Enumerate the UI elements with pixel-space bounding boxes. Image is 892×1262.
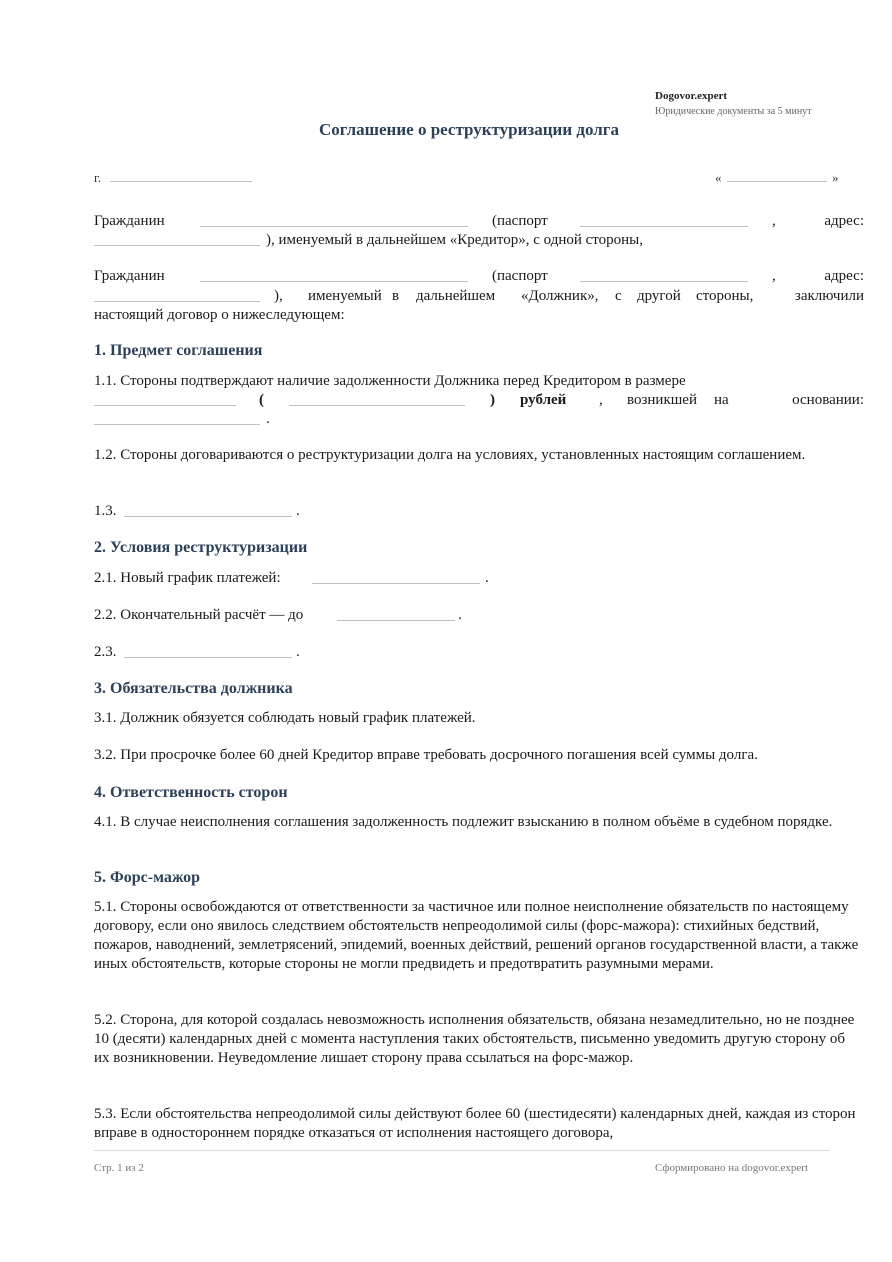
clause-1-3-field[interactable] (124, 502, 292, 517)
party2-address-field[interactable] (94, 287, 260, 302)
city-field[interactable] (110, 167, 252, 182)
party2-word: дальнейшем (416, 288, 496, 304)
date-close-quote: » (832, 170, 839, 185)
brand-block (655, 89, 812, 119)
clause-2-3-field[interactable] (124, 643, 292, 658)
party1-passport-field[interactable] (580, 212, 748, 227)
clause-4-1: 4.1. В случае неисполнения соглашения задолженность подлежит взысканию в полном объёме в судебном порядке. (94, 814, 833, 830)
clause-1-2: 1.2. Стороны договариваются о реструктуризации долга на условиях, установленных настоящим соглашением. (94, 447, 806, 463)
clause-1-1-line1 (94, 372, 864, 391)
generated-note: Сформировано на dogovor.expert (655, 1162, 809, 1174)
section2-heading: 2. Условия реструктуризации (94, 539, 308, 556)
clause-1-3-label: 1.3. (94, 503, 117, 519)
party2-line3-text: настоящий договор о нижеследующем: (94, 307, 345, 323)
party2-line3 (94, 306, 864, 325)
party2-passport-label: (паспорт (492, 268, 548, 284)
rubles-label: рублей (520, 392, 567, 408)
debt-basis-field[interactable] (94, 410, 260, 425)
party2-passport-field[interactable] (580, 267, 748, 282)
clause-2-3-dot: . (296, 644, 300, 660)
page-number: Стр. 1 из 2 (94, 1162, 144, 1174)
party1-line2 (94, 231, 864, 250)
payment-schedule-field[interactable] (312, 569, 480, 584)
city-line (94, 167, 252, 186)
paren-close: ) (490, 392, 495, 408)
clause-5-2: 5.2. Сторона, для которой создалась невозможность исполнения обязательств, обязана незамедлительно, но не позднее 10 (десяти) календарных дней с момента наступления таких обстоятельств, письменно уведомить другую сторону об их возникновении. Неуведомление лишает сторону права ссылаться на форс-мажор. (94, 1012, 855, 1066)
party2-name-field[interactable] (200, 267, 468, 282)
clause-2-1 (94, 569, 864, 588)
clause-2-2-label: 2.2. Окончательный расчёт — до (94, 607, 304, 623)
party2-word: ), (274, 288, 283, 304)
party2-word: другой (637, 288, 681, 304)
party2-citizen: Гражданин (94, 268, 165, 284)
clause-1-1-line3 (94, 410, 864, 429)
party2-word: «Должник», (521, 288, 599, 304)
party2-line1 (94, 267, 864, 286)
clause-1-3-dot: . (296, 503, 300, 519)
clause-1-1-word: возникшей (627, 392, 697, 408)
brand-tagline: Юридические документы за 5 минут (655, 106, 812, 117)
clause-1-3 (94, 502, 864, 521)
final-settlement-date-field[interactable] (337, 606, 455, 621)
party1-tail: ), именуемый в дальнейшем «Кредитор», с одной стороны, (266, 232, 644, 248)
footer-divider (94, 1150, 830, 1151)
clause-2-1-label: 2.1. Новый график платежей: (94, 570, 281, 586)
clause-2-3-label: 2.3. (94, 644, 117, 660)
clause-2-3 (94, 643, 864, 662)
party1-address-label: адрес: (824, 213, 864, 229)
clause-1-1-word: основании: (792, 392, 864, 408)
clause-5-3: 5.3. Если обстоятельства непреодолимой силы действуют более 60 (шестидесяти) календарных дней, каждая из сторон вправе в одностороннем порядке отказаться от исполнения настоящего договора, (94, 1106, 856, 1141)
party2-word: стороны, (696, 288, 754, 304)
party2-line2 (94, 287, 864, 306)
brand-name: Dogovor.expert (655, 90, 727, 102)
party2-word: именуемый (308, 288, 382, 304)
date-line (715, 167, 839, 186)
clause-1-1-text: 1.1. Стороны подтверждают наличие задолженности Должника перед Кредитором в размере (94, 373, 686, 389)
party1-name-field[interactable] (200, 212, 468, 227)
party2-word: заключили (794, 288, 864, 304)
clause-1-1-line2 (94, 391, 864, 410)
clause-5-1: 5.1. Стороны освобождаются от ответственности за частичное или полное неисполнение обязательств по настоящему договору, если оно явилось следствием обстоятельств непреодолимой силы (форс-мажора): стихийных бедствий, пожаров, наводнений, землетрясений, эпидемий, военных действий, решений органов государственной власти, а также иных обстоятельств, которые стороны не могли предвидеть и предотвратить разумными мерами. (94, 899, 859, 972)
party1-line1 (94, 212, 864, 231)
section5-heading: 5. Форс-мажор (94, 869, 200, 886)
clause-3-1: 3.1. Должник обязуется соблюдать новый график платежей. (94, 710, 476, 726)
party1-comma: , (772, 213, 776, 229)
clause-1-1-dot: . (266, 411, 270, 427)
section3-heading: 3. Обязательства должника (94, 680, 293, 697)
party1-address-field[interactable] (94, 231, 260, 246)
section4-heading: 4. Ответственность сторон (94, 784, 288, 801)
city-prefix: г. (94, 170, 102, 185)
document-title: Соглашение о реструктуризации долга (318, 120, 619, 139)
paren-open: ( (259, 392, 264, 408)
party2-address-label: адрес: (824, 268, 864, 284)
section1-heading: 1. Предмет соглашения (94, 342, 263, 359)
clause-3-2: 3.2. При просрочке более 60 дней Кредитор вправе требовать досрочного погашения всей суммы долга. (94, 747, 758, 763)
party1-citizen: Гражданин (94, 213, 165, 229)
clause-2-2-dot: . (458, 607, 462, 623)
clause-2-2 (94, 606, 864, 625)
party2-comma: , (772, 268, 776, 284)
party2-word: с (615, 288, 622, 304)
date-open-quote: « (715, 170, 722, 185)
clause-1-1-word: на (714, 392, 729, 408)
party1-passport-label: (паспорт (492, 213, 548, 229)
party2-word: в (392, 288, 400, 304)
debt-amount-words-field[interactable] (289, 391, 465, 406)
clause-1-1-comma: , (599, 392, 603, 408)
date-field[interactable] (727, 167, 827, 182)
debt-amount-field[interactable] (94, 391, 236, 406)
clause-2-1-dot: . (485, 570, 489, 586)
